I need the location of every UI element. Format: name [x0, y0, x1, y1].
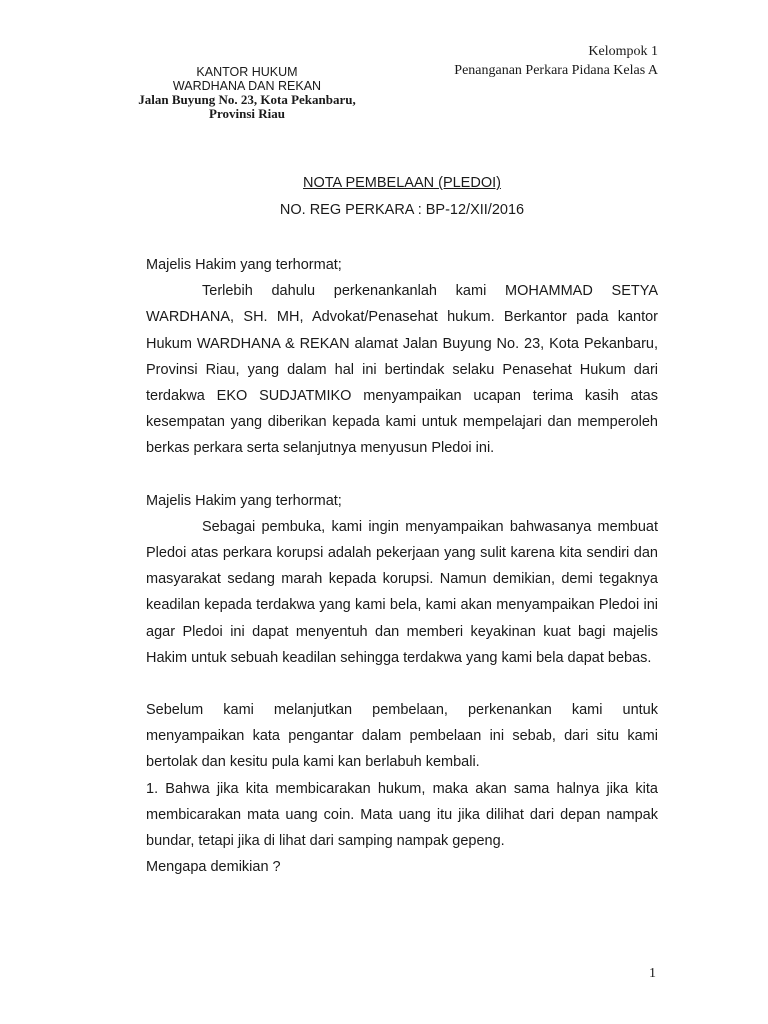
salutation: Majelis Hakim yang terhormat;	[146, 492, 342, 509]
office-address-line2: Provinsi Riau	[209, 106, 285, 121]
office-name-line1: KANTOR HUKUM	[196, 65, 298, 79]
paragraph: Sebelum kami melanjutkan pembelaan, perkenankan kami untuk menyampaikan kata pengantar dalam pembelaan ini sebab, dari situ kami bertolak dan kesitu pula kami kan berlabuh kembali.	[146, 702, 658, 771]
course-label: Penanganan Perkara Pidana Kelas A	[454, 63, 658, 78]
paragraph: Terlebih dahulu perkenankanlah kami MOHAMMAD SETYA WARDHANA, SH. MH, Advokat/Penasehat hukum. Berkantor pada kantor Hukum WARDHANA & REKAN alamat Jalan Buyung No. 23, Kota Pekanbaru, Provinsi Riau, yang dalam hal ini bertindak selaku Penasehat Hukum dari terdakwa EKO SUDJATMIKO menyampaikan ucapan terima kasih atas kesempatan yang diberikan kepada kami untuk mempelajari dan memperoleh berkas perkara serta selanjutnya menyusun Pledoi ini.	[146, 283, 658, 457]
question-line: Mengapa demikian ?	[146, 859, 281, 876]
document-header	[454, 42, 658, 80]
document-title-text: NOTA PEMBELAAN (PLEDOI)	[303, 175, 501, 191]
letterhead	[125, 65, 369, 121]
paragraph-spacer	[146, 462, 658, 488]
document-body	[146, 252, 658, 880]
paragraph-spacer	[146, 671, 658, 697]
office-address-line1: Jalan Buyung No. 23, Kota Pekanbaru,	[138, 92, 356, 107]
salutation: Majelis Hakim yang terhormat;	[146, 257, 342, 273]
registration-number: NO. REG PERKARA : BP-12/XII/2016	[279, 202, 525, 218]
paragraph-numbered: 1. Bahwa jika kita membicarakan hukum, maka akan sama halnya jika kita membicarakan mata uang coin. Mata uang itu jika dilihat dari depan nampak bundar, tetapi jika di lihat dari samping nampak gepeng.	[146, 780, 658, 850]
document-title	[0, 175, 768, 191]
office-name-line2: WARDHANA DAN REKAN	[172, 79, 322, 93]
paragraph: Sebagai pembuka, kami ingin menyampaikan bahwasanya membuat Pledoi atas perkara korupsi adalah pekerjaan yang sulit karena kita sendiri dan masyarakat sedang marah kepada korupsi. Namun demikian, demi tegaknya keadilan kepada terdakwa yang kami bela, kami akan menyampaikan Pledoi ini agar Pledoi ini dapat menyentuh dan memberi keyakinan kuat bagi majelis Hakim untuk sebuah keadilan sehingga terdakwa yang kami bela dapat bebas.	[146, 518, 658, 666]
group-label: Kelompok 1	[588, 44, 658, 59]
page-number: 1	[649, 966, 656, 981]
